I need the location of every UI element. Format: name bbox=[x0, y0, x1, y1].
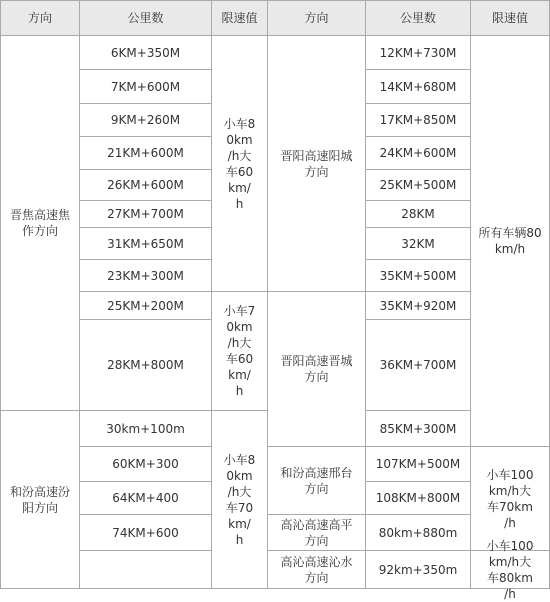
header-cell: 限速值 bbox=[471, 0, 550, 36]
cell-text-line: 作方向 bbox=[21, 224, 58, 238]
cell-text-line: 高沁高速高平 bbox=[280, 517, 353, 532]
km-cell: 26KM+600M bbox=[80, 170, 212, 201]
km-cell: 35KM+500M bbox=[366, 260, 471, 292]
cell-text-line: 方向 bbox=[304, 370, 329, 384]
km-cell-empty bbox=[80, 551, 212, 589]
km-cell: 35KM+920M bbox=[366, 292, 471, 320]
cell-text-line: /h大 bbox=[227, 336, 252, 350]
km-cell: 25KM+500M bbox=[366, 170, 471, 201]
km-cell: 85KM+300M bbox=[366, 411, 471, 447]
cell-text-line: /h大 bbox=[227, 484, 252, 499]
cell-text-line: 和汾高速邢台 bbox=[280, 465, 353, 480]
cell-text-line: 小车8 bbox=[223, 116, 256, 131]
cell-text-line: 0km bbox=[226, 320, 253, 334]
cell-text bbox=[280, 353, 352, 385]
km-cell: 74KM+600 bbox=[80, 515, 212, 551]
cell-text-line: 阳方向 bbox=[21, 500, 58, 515]
cell-text bbox=[487, 538, 534, 602]
cell-text-line: /h bbox=[504, 586, 516, 601]
cell-text bbox=[280, 517, 352, 549]
cell-text bbox=[478, 225, 541, 257]
cell-text-line: 小车100 bbox=[486, 538, 534, 553]
km-cell: 17KM+850M bbox=[366, 104, 471, 137]
km-cell: 80km+880m bbox=[366, 515, 471, 551]
km-cell: 108KM+800M bbox=[366, 482, 471, 515]
km-cell: 31KM+650M bbox=[80, 228, 212, 260]
cell-text bbox=[224, 116, 256, 212]
cell-text-line: 车60 bbox=[225, 164, 254, 179]
cell-text bbox=[280, 148, 352, 180]
km-cell: 92km+350m bbox=[366, 551, 471, 589]
cell-text-line: 高沁高速沁水 bbox=[280, 554, 353, 569]
direction-cell bbox=[0, 36, 80, 411]
km-cell: 28KM bbox=[366, 201, 471, 228]
cell-text bbox=[487, 467, 534, 531]
km-cell: 60KM+300 bbox=[80, 447, 212, 482]
cell-text bbox=[10, 207, 70, 239]
cell-text-line: 晋焦高速焦 bbox=[9, 208, 70, 222]
cell-text-line: /h bbox=[504, 515, 516, 530]
km-cell: 14KM+680M bbox=[366, 70, 471, 104]
cell-text-line: h bbox=[235, 384, 244, 398]
km-cell: 9KM+260M bbox=[80, 104, 212, 137]
cell-text-line: h bbox=[235, 196, 244, 211]
cell-text-line: 车70km bbox=[487, 499, 533, 514]
speed-limit-cell bbox=[471, 36, 550, 447]
direction-cell bbox=[0, 411, 80, 589]
cell-text-line: 所有车辆80 bbox=[478, 226, 542, 240]
cell-text-line: 晋阳高速晋城 bbox=[280, 354, 353, 368]
cell-text bbox=[10, 484, 70, 516]
cell-text-line: km/ bbox=[228, 516, 251, 531]
km-cell: 6KM+350M bbox=[80, 36, 212, 70]
cell-text-line: 方向 bbox=[304, 164, 329, 179]
cell-text-line: 车70 bbox=[225, 500, 254, 515]
header-cell: 公里数 bbox=[80, 0, 212, 36]
speed-limit-cell bbox=[471, 447, 550, 551]
speed-limit-cell bbox=[212, 292, 268, 411]
direction-cell bbox=[268, 515, 366, 551]
cell-text-line: km/ bbox=[228, 180, 251, 195]
cell-text-line: 小车8 bbox=[223, 452, 256, 467]
km-cell: 36KM+700M bbox=[366, 320, 471, 411]
speed-limit-cell bbox=[212, 36, 268, 292]
cell-text-line: km/h大 bbox=[488, 554, 532, 569]
cell-text-line: /h大 bbox=[227, 148, 252, 163]
cell-text-line: 0km bbox=[226, 468, 253, 483]
speed-limit-cell bbox=[212, 411, 268, 589]
direction-cell bbox=[268, 36, 366, 292]
header-cell: 限速值 bbox=[212, 0, 268, 36]
cell-text-line: km/h大 bbox=[488, 483, 532, 498]
cell-text bbox=[280, 465, 352, 497]
cell-text-line: 和汾高速汾 bbox=[9, 484, 70, 499]
cell-text bbox=[224, 303, 256, 399]
km-cell: 12KM+730M bbox=[366, 36, 471, 70]
direction-cell bbox=[268, 447, 366, 515]
cell-text-line: 小车7 bbox=[223, 304, 256, 318]
km-cell: 23KM+300M bbox=[80, 260, 212, 292]
km-cell: 27KM+700M bbox=[80, 201, 212, 228]
cell-text-line: h bbox=[235, 532, 244, 547]
speed-limit-cell bbox=[471, 538, 550, 601]
header-cell: 方向 bbox=[268, 0, 366, 36]
cell-text-line: 方向 bbox=[304, 533, 329, 548]
km-cell: 64KM+400 bbox=[80, 482, 212, 515]
header-cell: 方向 bbox=[0, 0, 80, 36]
cell-text-line: 车60 bbox=[225, 352, 254, 366]
km-cell: 28KM+800M bbox=[80, 320, 212, 411]
cell-text-line: 车80km bbox=[487, 570, 533, 585]
cell-text-line: km/ bbox=[228, 368, 251, 382]
cell-text-line: 晋阳高速阳城 bbox=[280, 148, 353, 163]
km-cell: 30km+100m bbox=[80, 411, 212, 447]
cell-text bbox=[280, 554, 352, 586]
cell-text-line: 小车100 bbox=[486, 467, 534, 482]
cell-text-line: 方向 bbox=[304, 570, 329, 585]
direction-cell bbox=[268, 551, 366, 589]
direction-cell bbox=[268, 292, 366, 447]
km-cell: 21KM+600M bbox=[80, 137, 212, 170]
cell-text-line: km/h bbox=[494, 242, 526, 256]
km-cell: 24KM+600M bbox=[366, 137, 471, 170]
cell-text bbox=[224, 452, 256, 548]
km-cell: 32KM bbox=[366, 228, 471, 260]
cell-text-line: 0km bbox=[226, 132, 253, 147]
km-cell: 25KM+200M bbox=[80, 292, 212, 320]
header-cell: 公里数 bbox=[366, 0, 471, 36]
km-cell: 7KM+600M bbox=[80, 70, 212, 104]
km-cell: 107KM+500M bbox=[366, 447, 471, 482]
cell-text-line: 方向 bbox=[304, 481, 329, 496]
